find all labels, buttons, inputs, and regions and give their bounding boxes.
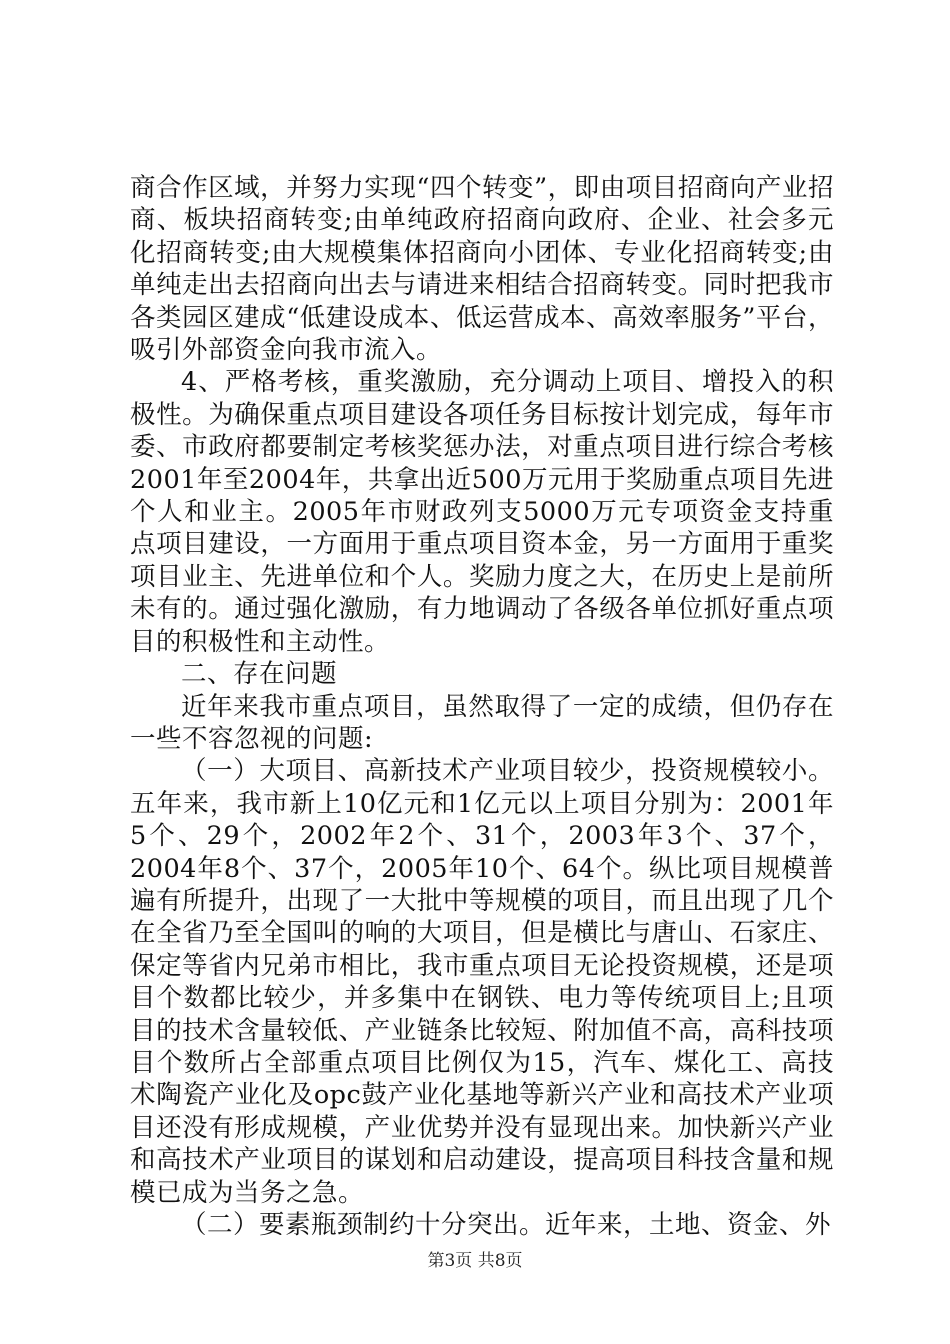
paragraph-assessment-incentives: 4、严格考核，重奖激励，充分调动上项目、增投入的积极性。为确保重点项目建设各项任务目标按计划完成，每年市委、市政府都要制定考核奖惩办法，对重点项目进行综合考核2001年至2004年，共拿出近500万元用于奖励重点项目先进个人和业主。2005年市财政列支5000万元专项资金支持重点项目建设，一方面用于重点项目资本金，另一方面用于重奖项目业主、先进单位和个人。奖励力度之大，在历史上是前所未有的。通过强化激励，有力地调动了各级各单位抓好重点项目的积极性和主动性。 bbox=[130, 367, 834, 657]
paragraph-problem-two: （二）要素瓶颈制约十分突出。近年来，土地、资金、外 bbox=[181, 1210, 832, 1240]
paragraph-problem-one: （一）大项目、高新技术产业项目较少，投资规模较小。五年来，我市新上10亿元和1亿元以上项目分别为：2001年5个、29个，2002年2个、31个，2003年3个、37个，2004年8个、37个，2005年10个、64个。纵比项目规模普遍有所提升，出现了一大批中等规模的项目，而且出现了几个在全省乃至全国叫的响的大项目，但是横比与唐山、石家庄、保定等省内兄弟市相比，我市重点项目无论投资规模，还是项目个数都比较少，并多集中在钢铁、电力等传统项目上;且项目的技术含量较低、产业链条比较短、附加值不高，高科技项目个数所占全部重点项目比例仅为15，汽车、煤化工、高技术陶瓷产业化及opc鼓产业化基地等新兴产业和高技术产业项目还没有形成规模，产业优势并没有显现出来。加快新兴产业和高技术产业项目的谋划和启动建设，提高项目科技含量和规模已成为当务之急。 bbox=[130, 756, 834, 1208]
paragraph-continuation: 商合作区域，并努力实现“四个转变”，即由项目招商向产业招商、板块招商转变;由单纯政府招商向政府、企业、社会多元化招商转变;由大规模集体招商向小团体、专业化招商转变;由单纯走出去招商向出去与请进来相结合招商转变。同时把我市各类园区建成“低建设成本、低运营成本、高效率服务”平台，吸引外部资金向我市流入。 bbox=[130, 173, 834, 366]
section-heading-problems: 二、存在问题 bbox=[181, 659, 338, 690]
document-body bbox=[130, 172, 834, 1241]
paragraph-problems-intro: 近年来我市重点项目，虽然取得了一定的成绩，但仍存在一些不容忽视的问题: bbox=[130, 691, 834, 754]
page-footer: 第3页 共8页 bbox=[427, 1251, 523, 1271]
